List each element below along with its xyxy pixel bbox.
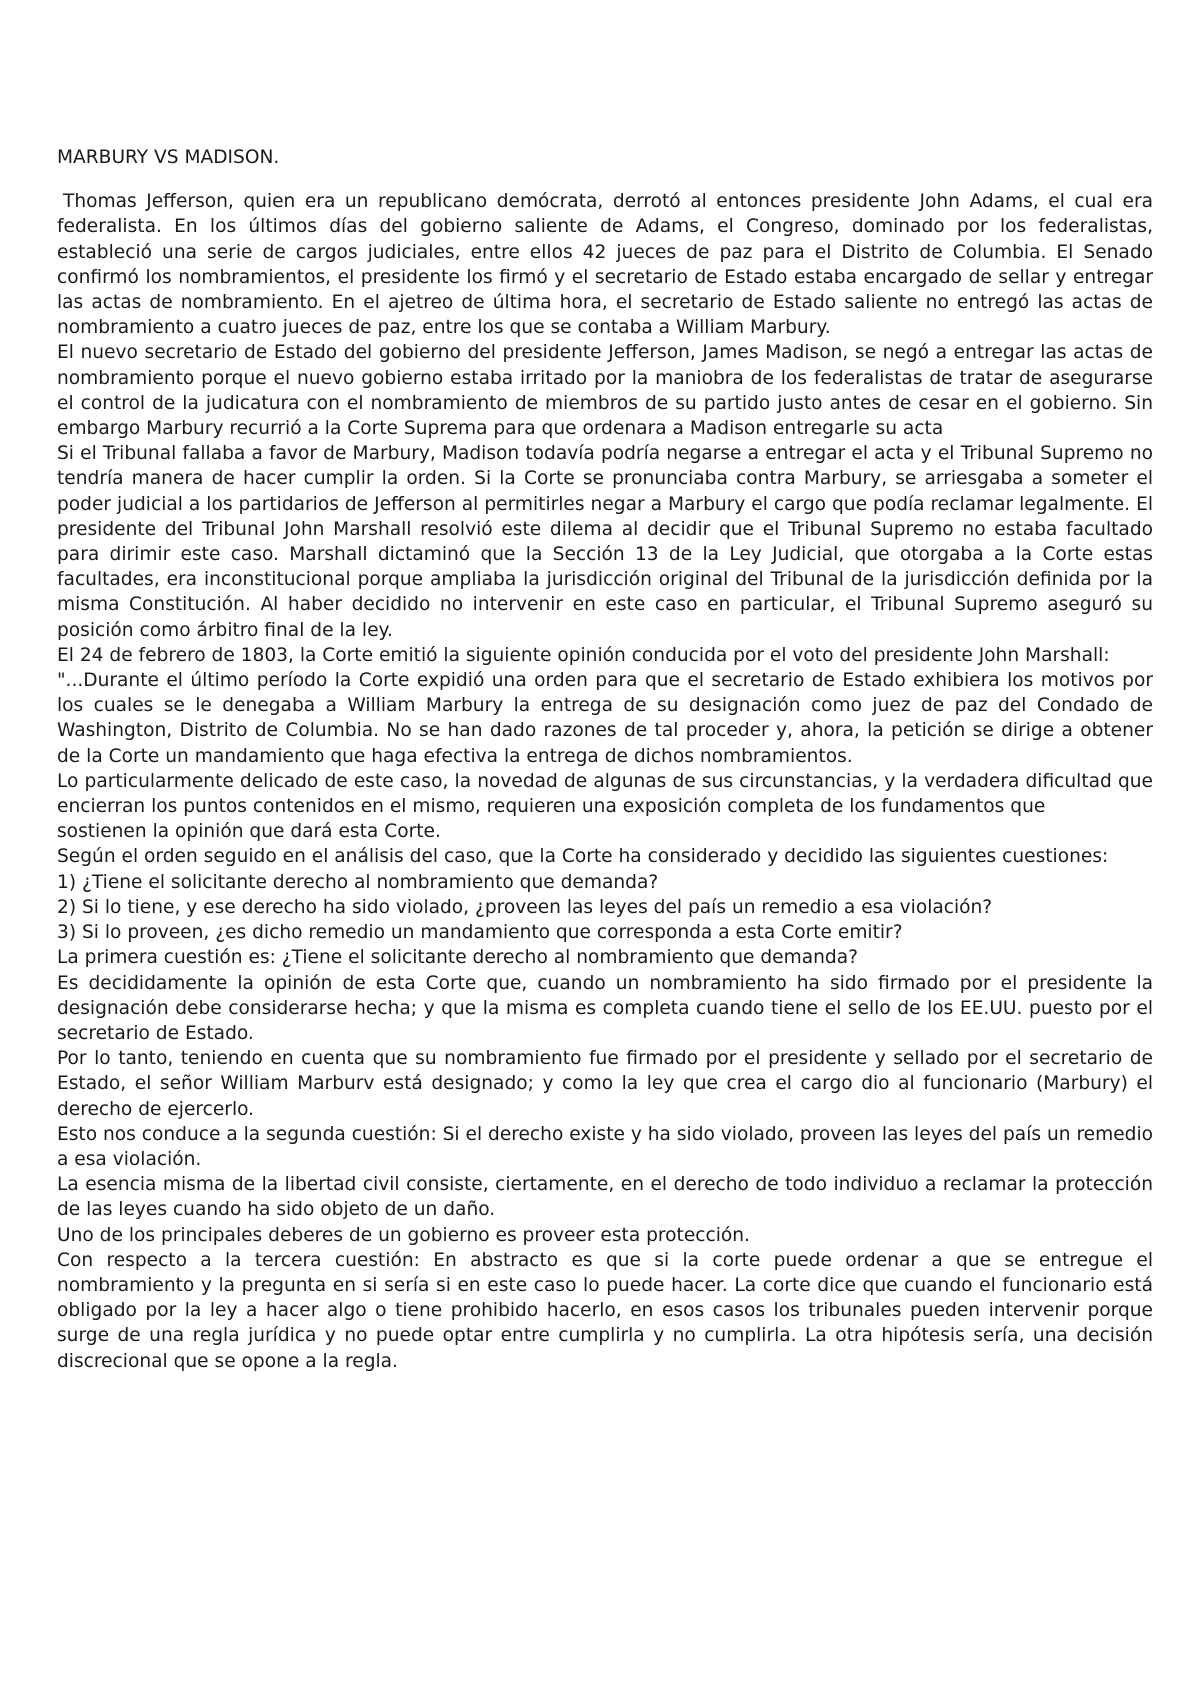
question-1: 1) ¿Tiene el solicitante derecho al nombramiento que demanda? (57, 871, 659, 893)
paragraph-16: La esencia misma de la libertad civil consiste, ciertamente, en el derecho de todo individuo a reclamar la protección de las leyes cuando ha sido objeto de un daño. (57, 1174, 1153, 1221)
paragraph-2: El nuevo secretario de Estado del gobierno del presidente Jefferson, James Madison, se negó a entregar las actas de nombramiento porque el nuevo gobierno estaba irritado por la maniobra de los federalistas de tratar de asegurarse el control de la judicatura con el nombramiento de miembros de su partido justo antes de cesar en el gobierno. Sin embargo Marbury recurrió a la Corte Suprema para que ordenara a Madison entregarle su acta (57, 342, 1153, 440)
document-title: MARBURY VS MADISON. (57, 147, 280, 168)
paragraph-7: sostienen la opinión que dará esta Corte. (57, 821, 441, 843)
paragraph-8: Según el orden seguido en el análisis del caso, que la Corte ha considerado y decidido las siguientes cuestiones: (57, 846, 1109, 868)
paragraph-4: El 24 de febrero de 1803, la Corte emitió la siguiente opinión conducida por el voto del presidente John Marshall: (57, 644, 1110, 666)
paragraph-13: Es decididamente la opinión de esta Corte que, cuando un nombramiento ha sido firmado por el presidente la designación debe considerarse hecha; y que la misma es completa cuando tiene el sello de los EE.UU. puesto por el secretario de Estado. (57, 972, 1153, 1044)
paragraph-15: Esto nos conduce a la segunda cuestión: Si el derecho existe y ha sido violado, proveen las leyes del país un remedio a esa violación. (57, 1123, 1154, 1170)
paragraph-5: "...Durante el último período la Corte expidió una orden para que el secretario de Estado exhibiera los motivos por los cuales se le denegaba a William Marbury la entrega de su designación como juez de paz del Condado de Washington, Distrito de Columbia. No se han dado razones de tal proceder y, ahora, la petición se dirige a obtener de la Corte un mandamiento que haga efectiva la entrega de dichos nombramientos. (57, 670, 1153, 767)
paragraph-18: Con respecto a la tercera cuestión: En abstracto es que si la corte puede ordenar a que se entregue el nombramiento y la pregunta en si sería si en este caso lo puede hacer. La corte dice que cuando el funcionario está obligado por la ley a hacer algo o tiene prohibido hacerlo, en esos casos los tribunales pueden intervenir porque surge de una regla jurídica y no puede optar entre cumplirla y no cumplirla. La otra hipótesis sería, una decisión discrecional que se opone a la regla. (57, 1249, 1153, 1372)
document-page (57, 145, 1153, 1374)
paragraph-12: La primera cuestión es: ¿Tiene el solicitante derecho al nombramiento que demanda? (57, 947, 858, 969)
paragraph-17: Uno de los principales deberes de un gobierno es proveer esta protección. (57, 1224, 750, 1246)
paragraph-14: Por lo tanto, teniendo en cuenta que su nombramiento fue firmado por el presidente y sellado por el secretario de Estado, el señor William Marburv está designado; y como la ley que crea el cargo dio al funcionario (Marbury) el derecho de ejercerlo. (57, 1048, 1153, 1120)
paragraph-1: Thomas Jefferson, quien era un republicano demócrata, derrotó al entonces presidente John Adams, el cual era federalista. En los últimos días del gobierno saliente de Adams, el Congreso, dominado por los federalistas, estableció una serie de cargos judiciales, entre ellos 42 jueces de paz para el Distrito de Columbia. El Senado confirmó los nombramientos, el presidente los firmó y el secretario de Estado estaba encargado de sellar y entregar las actas de nombramiento. En el ajetreo de última hora, el secretario de Estado saliente no entregó las actas de nombramiento a cuatro jueces de paz, entre los que se contaba a William Marbury. (57, 191, 1153, 339)
paragraph-3: Si el Tribunal fallaba a favor de Marbury, Madison todavía podría negarse a entregar el acta y el Tribunal Supremo no tendría manera de hacer cumplir la orden. Si la Corte se pronunciaba contra Marbury, se arriesgaba a someter el poder judicial a los partidarios de Jefferson al permitirles negar a Marbury el cargo que podía reclamar legalmente. El presidente del Tribunal John Marshall resolvió este dilema al decidir que el Tribunal Supremo no estaba facultado para dirimir este caso. Marshall dictaminó que la Sección 13 de la Ley Judicial, que otorgaba a la Corte estas facultades, era inconstitucional porque ampliaba la jurisdicción original del Tribunal de la jurisdicción definida por la misma Constitución. Al haber decidido no intervenir en este caso en particular, el Tribunal Supremo aseguró su posición como árbitro final de la ley. (57, 443, 1153, 641)
paragraph-6: Lo particularmente delicado de este caso, la novedad de algunas de sus circunstancias, y la verdadera dificultad que encierran los puntos contenidos en el mismo, requieren una exposición completa de los fundamentos que (57, 770, 1153, 818)
question-3: 3) Si lo proveen, ¿es dicho remedio un mandamiento que corresponda a esta Corte emitir? (57, 922, 903, 944)
question-2: 2) Si lo tiene, y ese derecho ha sido violado, ¿proveen las leyes del país un remedio a esa violación? (57, 896, 993, 918)
